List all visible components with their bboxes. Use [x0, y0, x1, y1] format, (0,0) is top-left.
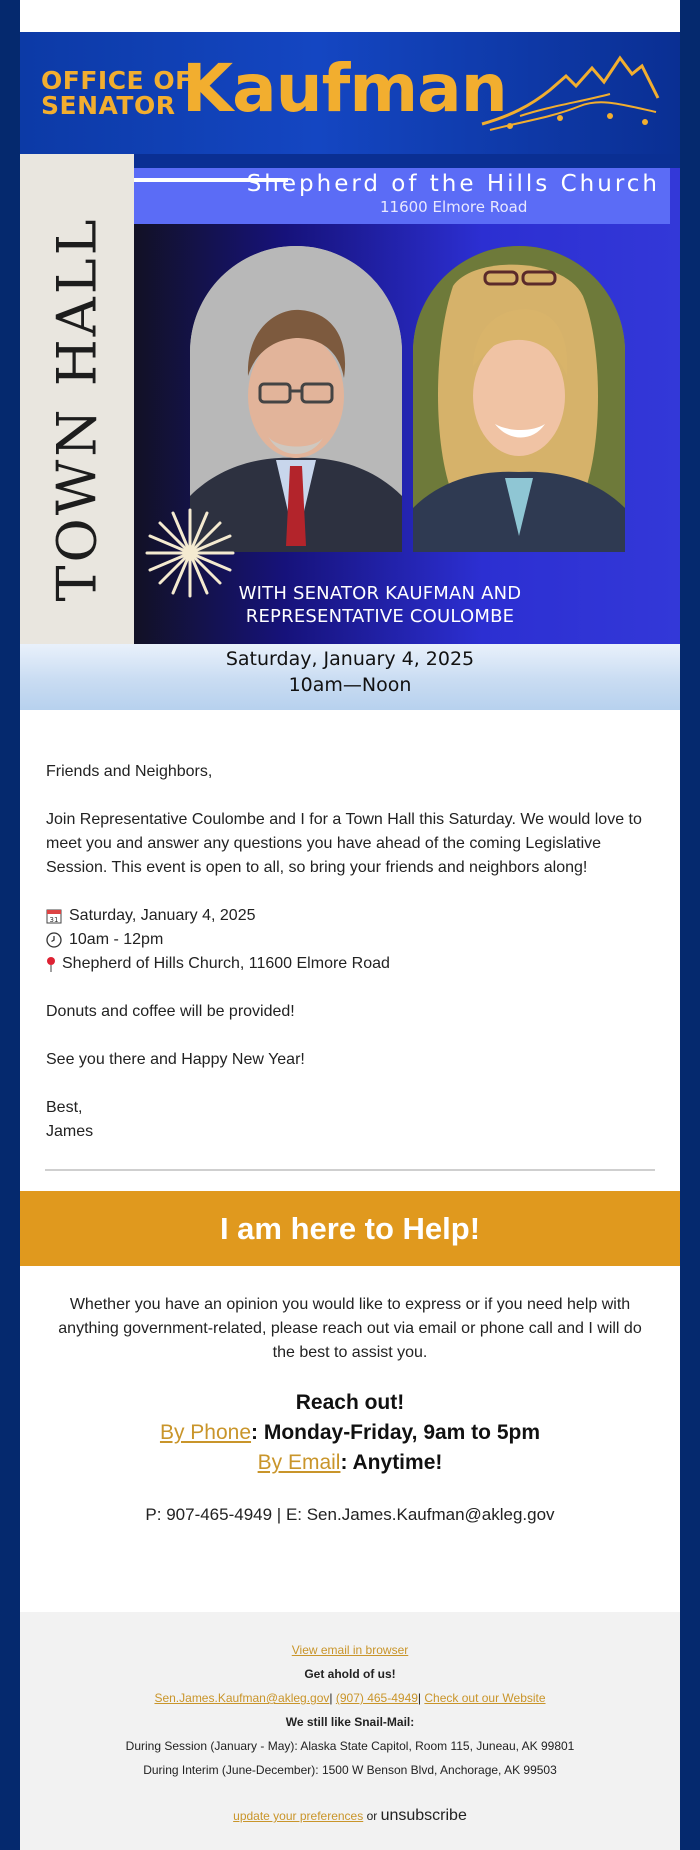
office-line-2: SENATOR: [41, 91, 176, 120]
with-senator-text: [200, 582, 560, 628]
church-name: Shepherd of the Hills Church: [246, 171, 660, 197]
footer-email-link[interactable]: Sen.James.Kaufman@akleg.gov: [154, 1691, 330, 1705]
mountain-logo-icon: [480, 46, 660, 138]
time-line-text: 10am - 12pm: [69, 931, 164, 948]
representative-photo: [413, 246, 625, 552]
phone-hours: : Monday-Friday, 9am to 5pm: [251, 1421, 541, 1444]
letter-body: [20, 710, 680, 1169]
town-hall-title: TOWN HALL: [45, 216, 109, 602]
top-spacer: [20, 0, 680, 32]
see-you-line: See you there and Happy New Year!: [46, 1051, 305, 1068]
view-in-browser-link[interactable]: View email in browser: [291, 1643, 409, 1657]
divider: [45, 1169, 655, 1171]
signature: James: [46, 1123, 94, 1140]
signoff: Best,: [46, 1099, 83, 1116]
phone-line: [20, 1418, 680, 1448]
time-line: [46, 928, 654, 952]
date-line: [46, 904, 654, 928]
invitation-paragraph: Join Representative Coulombe and I for a Town Hall this Saturday. We would love to meet you and answer any questions you have ahead of the coming Legislative Session. This event is open to all, so bring your friends and neighbors along!: [46, 811, 642, 876]
header-banner: [20, 32, 680, 154]
by-email-link[interactable]: By Email: [257, 1451, 341, 1474]
help-paragraph: Whether you have an opinion you would like to express or if you need help with anything government-related, please reach out via email or phone call and I will do the best to assist you.: [58, 1296, 642, 1361]
interim-address: During Interim (June-December): 1500 W Benson Blvd, Anchorage, AK 99503: [143, 1763, 557, 1777]
footer-links: [20, 1686, 680, 1710]
website-link[interactable]: Check out our Website: [424, 1691, 546, 1705]
footer-phone-link[interactable]: (907) 465-4949: [335, 1691, 418, 1705]
date-band: [20, 644, 680, 710]
event-time: 10am—Noon: [288, 674, 412, 696]
with-line-2: REPRESENTATIVE COULOMBE: [245, 606, 515, 627]
greeting: Friends and Neighbors,: [46, 763, 213, 780]
church-address: 11600 Elmore Road: [380, 198, 528, 216]
or-text: or: [363, 1809, 381, 1823]
separator: |: [329, 1691, 336, 1705]
contact-line: P: 907-465-4949 | E: Sen.James.Kaufman@akleg.gov: [145, 1505, 555, 1524]
flyer-sidebar: [20, 154, 134, 644]
by-phone-link[interactable]: By Phone: [159, 1421, 252, 1444]
town-hall-flyer: [20, 154, 680, 644]
calendar-icon: [46, 908, 62, 924]
event-date: Saturday, January 4, 2025: [225, 648, 475, 670]
office-line-1: OFFICE OF: [41, 66, 193, 95]
email-container: [20, 0, 680, 1850]
reach-out-block: [20, 1388, 680, 1478]
location-line: [46, 952, 654, 976]
help-banner: I am here to Help!: [20, 1191, 680, 1266]
email-hours: : Anytime!: [340, 1451, 443, 1474]
get-ahold-label: Get ahold of us!: [304, 1667, 396, 1681]
location-line-text: Shepherd of Hills Church, 11600 Elmore Road: [62, 955, 390, 972]
office-of-label: [41, 68, 193, 118]
separator: |: [417, 1691, 425, 1705]
preferences-line: [20, 1804, 680, 1828]
donuts-line: Donuts and coffee will be provided!: [46, 1003, 295, 1020]
pin-icon: [46, 956, 56, 972]
unsubscribe-link[interactable]: unsubscribe: [380, 1807, 467, 1824]
snail-mail-label: We still like Snail-Mail:: [285, 1715, 415, 1729]
email-line: [20, 1448, 680, 1478]
footer: [20, 1612, 680, 1850]
with-line-1: WITH SENATOR KAUFMAN AND: [238, 583, 522, 604]
update-preferences-link[interactable]: update your preferences: [233, 1809, 364, 1823]
reach-out-title: Reach out!: [295, 1391, 405, 1414]
date-line-text: Saturday, January 4, 2025: [69, 907, 256, 924]
senator-name: Kaufman: [182, 50, 507, 127]
sidebar-top-rule: [20, 154, 134, 168]
session-address: During Session (January - May): Alaska State Capitol, Room 115, Juneau, AK 99801: [125, 1739, 575, 1753]
svg-text:31: 31: [49, 916, 59, 924]
clock-icon: [46, 932, 62, 948]
senator-photo: [190, 246, 402, 552]
